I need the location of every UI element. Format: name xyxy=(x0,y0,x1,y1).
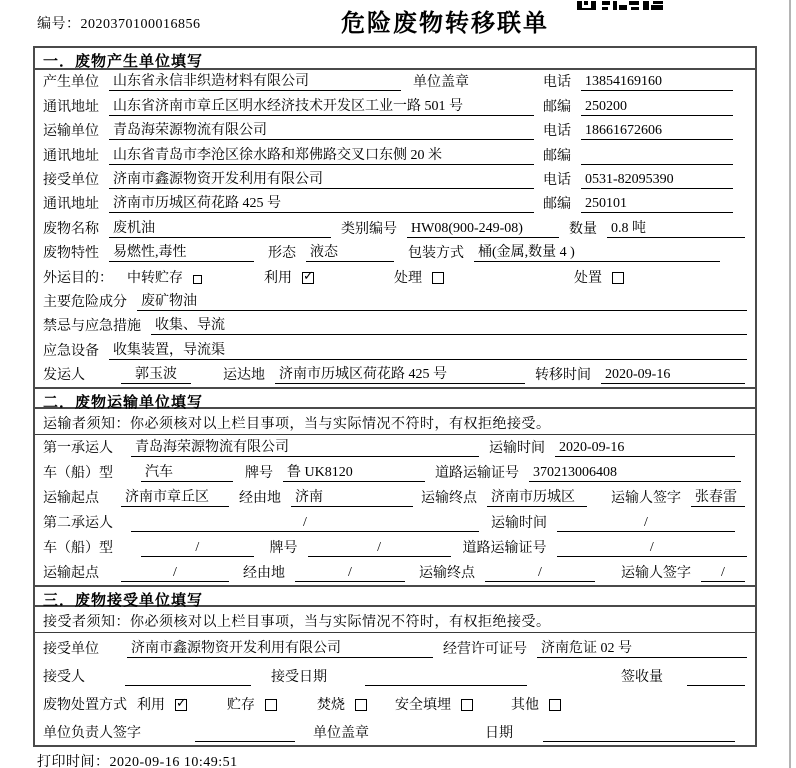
print-time-label: 打印时间： xyxy=(37,755,110,768)
page-edge-divider xyxy=(789,0,791,768)
row-receiver xyxy=(35,168,755,192)
checkbox-storage xyxy=(193,275,202,284)
packing-value: 桶(金属,数量 4 ) xyxy=(474,241,720,262)
purpose-option-treat: 处理 xyxy=(394,270,422,286)
row-route-1 xyxy=(35,485,755,510)
section-transporter xyxy=(35,387,755,585)
receiver-zip-value: 250101 xyxy=(581,196,733,213)
doc-number-value: 2020370100016856 xyxy=(80,17,201,32)
doc-number-label: 编号： xyxy=(37,17,81,32)
checkbox-disposal-other xyxy=(549,699,561,711)
row-transporter xyxy=(35,119,755,143)
purpose-label: 外运目的： xyxy=(43,270,113,286)
second-carrier-label: 第二承运人 xyxy=(43,516,113,532)
hazardous-waste-transfer-form xyxy=(33,46,757,747)
form-label: 形态 xyxy=(268,246,296,262)
transporter-notice: 运输者须知：你必须核对以上栏目事项，当与实际情况不符时，有权拒绝接受。 xyxy=(35,409,755,435)
carrier-sign-label: 运输人签字 xyxy=(611,491,681,507)
row-emergency-equipment xyxy=(35,338,755,362)
license-label: 经营许可证号 xyxy=(443,642,527,658)
road-permit-value: / xyxy=(557,540,747,557)
form-value: 液态 xyxy=(306,241,394,262)
responsible-sign-value xyxy=(195,741,295,742)
checkbox-disposal-storage xyxy=(265,699,277,711)
disposal-option-landfill: 安全填埋 xyxy=(395,698,451,714)
plate-label: 牌号 xyxy=(269,541,298,557)
vehicle-type-label: 车（船）型 xyxy=(43,466,113,482)
receiving-unit-label: 接受单位 xyxy=(43,642,99,658)
route-via-label: 经由地 xyxy=(239,491,281,507)
first-carrier-value: 青岛海荣源物流有限公司 xyxy=(131,436,479,457)
quantity-label: 数量 xyxy=(569,221,597,237)
character-label: 废物特性 xyxy=(43,246,99,262)
taboo-value: 收集、导流 xyxy=(151,314,747,335)
row-dispatch xyxy=(35,363,755,387)
signed-qty-label: 签收量 xyxy=(621,670,663,686)
transporter-zip-value xyxy=(581,164,733,165)
row-transfer-purpose xyxy=(35,265,755,289)
signed-qty-value xyxy=(687,685,745,686)
checkbox-disposal-landfill xyxy=(461,699,473,711)
route-start-label: 运输起点 xyxy=(43,491,99,507)
producer-zip-value: 250200 xyxy=(581,99,733,116)
sender-value: 郭玉波 xyxy=(121,363,191,384)
row-disposal-method xyxy=(35,689,755,717)
waste-name-label: 废物名称 xyxy=(43,221,99,237)
disposal-option-utilize: 利用 xyxy=(137,698,165,714)
equipment-label: 应急设备 xyxy=(43,343,99,359)
destination-value: 济南市历城区荷花路 425 号 xyxy=(275,363,525,384)
phone-label: 电话 xyxy=(543,124,571,140)
qr-code-fragment xyxy=(577,0,663,10)
producer-label: 产生单位 xyxy=(43,75,99,91)
receipt-date-label: 接受日期 xyxy=(271,670,327,686)
print-time-value: 2020-09-16 10:49:51 xyxy=(109,755,238,768)
transporter-value: 青岛海荣源物流有限公司 xyxy=(109,119,534,140)
transport-time-label: 运输时间 xyxy=(491,516,547,532)
row-receiver-address xyxy=(35,192,755,216)
plate-value: / xyxy=(308,540,451,557)
producer-phone-value: 13854169160 xyxy=(581,74,733,91)
row-responsible-sign xyxy=(35,717,755,745)
vehicle-type-value: 汽车 xyxy=(141,461,233,482)
section-producer xyxy=(35,48,755,387)
taboo-label: 禁忌与应急措施 xyxy=(43,319,141,335)
checkbox-treat xyxy=(432,272,444,284)
transporter-address-value: 山东省青岛市李沧区徐水路和郑佛路交叉口东侧 20 米 xyxy=(109,144,534,165)
carrier-sign-value: / xyxy=(701,565,745,582)
plate-value: 鲁 UK8120 xyxy=(283,461,425,482)
sender-label: 发运人 xyxy=(43,368,85,384)
phone-label: 电话 xyxy=(543,75,571,91)
disposal-option-storage: 贮存 xyxy=(227,698,255,714)
row-route-2 xyxy=(35,560,755,585)
page-title: 危险废物转移联单 xyxy=(341,10,549,37)
unit-seal-label: 单位盖章 xyxy=(413,75,469,91)
transport-time-value: 2020-09-16 xyxy=(555,440,735,457)
row-receiving-unit xyxy=(35,633,755,661)
row-vehicle-1 xyxy=(35,460,755,485)
receiver-notice: 接受者须知：你必须核对以上栏目事项，当与实际情况不符时，有权拒绝接受。 xyxy=(35,607,755,633)
doc-number xyxy=(37,13,201,33)
address-label: 通讯地址 xyxy=(43,197,99,213)
transporter-phone-value: 18661672606 xyxy=(581,123,733,140)
road-permit-label: 道路运输证号 xyxy=(462,541,547,557)
disposal-option-incinerate: 焚烧 xyxy=(317,698,345,714)
category-code-value: HW08(900-249-08) xyxy=(407,221,559,238)
second-carrier-value: / xyxy=(131,515,479,532)
section-receiver xyxy=(35,585,755,745)
route-via-value: 济南 xyxy=(291,486,413,507)
vehicle-type-label: 车（船）型 xyxy=(43,541,113,557)
hazard-label: 主要危险成分 xyxy=(43,294,127,310)
hazard-value: 废矿物油 xyxy=(137,290,747,311)
checkbox-disposal-utilize xyxy=(175,699,187,711)
receipt-date-value xyxy=(365,685,527,686)
destination-label: 运达地 xyxy=(223,368,265,384)
unit-seal-label: 单位盖章 xyxy=(313,726,369,742)
quantity-value: 0.8 吨 xyxy=(607,217,745,238)
route-via-value: / xyxy=(295,565,405,582)
address-label: 通讯地址 xyxy=(43,148,99,164)
zip-label: 邮编 xyxy=(543,99,571,115)
section3-header: 三．废物接受单位填写 xyxy=(35,585,755,607)
row-first-carrier xyxy=(35,435,755,460)
date-label: 日期 xyxy=(485,726,513,742)
route-start-label: 运输起点 xyxy=(43,566,99,582)
transfer-time-label: 转移时间 xyxy=(535,368,591,384)
route-end-label: 运输终点 xyxy=(421,491,477,507)
address-label: 通讯地址 xyxy=(43,99,99,115)
plate-label: 牌号 xyxy=(245,466,273,482)
equipment-value: 收集装置，导流渠 xyxy=(109,339,747,360)
carrier-sign-label: 运输人签字 xyxy=(621,566,691,582)
purpose-option-dispose: 处置 xyxy=(574,270,602,286)
route-start-value: 济南市章丘区 xyxy=(121,486,229,507)
waste-name-value: 废机油 xyxy=(109,217,331,238)
row-taboo-measures xyxy=(35,314,755,338)
section2-header: 二．废物运输单位填写 xyxy=(35,387,755,409)
checkbox-utilize xyxy=(302,272,314,284)
zip-label: 邮编 xyxy=(543,197,571,213)
print-time xyxy=(37,751,238,768)
packing-label: 包装方式 xyxy=(408,246,464,262)
carrier-sign-value: 张春雷 xyxy=(691,486,745,507)
row-hazard-component xyxy=(35,290,755,314)
route-via-label: 经由地 xyxy=(243,566,285,582)
row-receipt xyxy=(35,661,755,689)
transport-time-value: / xyxy=(557,515,735,532)
receiver-label: 接受单位 xyxy=(43,172,99,188)
route-end-value: / xyxy=(485,565,595,582)
receiver-address-value: 济南市历城区荷花路 425 号 xyxy=(109,192,534,213)
category-code-label: 类别编号 xyxy=(341,221,397,237)
row-producer xyxy=(35,70,755,94)
route-end-value: 济南市历城区 xyxy=(487,486,587,507)
responsible-sign-label: 单位负责人签字 xyxy=(43,726,141,742)
first-carrier-label: 第一承运人 xyxy=(43,441,113,457)
receiver-value: 济南市鑫源物资开发利用有限公司 xyxy=(109,168,534,189)
row-transporter-address xyxy=(35,143,755,167)
transfer-time-value: 2020-09-16 xyxy=(601,367,745,384)
receiving-unit-value: 济南市鑫源物资开发利用有限公司 xyxy=(127,637,433,658)
row-vehicle-2 xyxy=(35,535,755,560)
receiver-phone-value: 0531-82095390 xyxy=(581,172,733,189)
row-second-carrier xyxy=(35,510,755,535)
transport-time-label: 运输时间 xyxy=(489,441,545,457)
checkbox-disposal-incinerate xyxy=(355,699,367,711)
date-value xyxy=(543,741,735,742)
section1-header: 一．废物产生单位填写 xyxy=(35,48,755,70)
route-end-label: 运输终点 xyxy=(419,566,475,582)
zip-label: 邮编 xyxy=(543,148,571,164)
row-producer-address xyxy=(35,94,755,118)
vehicle-type-value: / xyxy=(141,540,254,557)
road-permit-value: 370213006408 xyxy=(529,465,741,482)
row-waste-name xyxy=(35,216,755,240)
producer-value: 山东省永信非织造材料有限公司 xyxy=(109,70,401,91)
route-start-value: / xyxy=(121,565,229,582)
purpose-option-utilize: 利用 xyxy=(264,270,292,286)
receiver-person-label: 接受人 xyxy=(43,670,85,686)
disposal-option-other: 其他 xyxy=(511,698,539,714)
producer-address-value: 山东省济南市章丘区明水经济技术开发区工业一路 501 号 xyxy=(109,95,534,116)
license-value: 济南危证 02 号 xyxy=(537,637,747,658)
purpose-option-storage: 中转贮存 xyxy=(127,270,183,286)
receiver-person-value xyxy=(125,685,251,686)
phone-label: 电话 xyxy=(543,172,571,188)
character-value: 易燃性,毒性 xyxy=(109,241,254,262)
row-waste-character xyxy=(35,241,755,265)
disposal-method-label: 废物处置方式 xyxy=(43,698,127,714)
transporter-label: 运输单位 xyxy=(43,124,99,140)
checkbox-dispose xyxy=(612,272,624,284)
road-permit-label: 道路运输证号 xyxy=(435,466,519,482)
